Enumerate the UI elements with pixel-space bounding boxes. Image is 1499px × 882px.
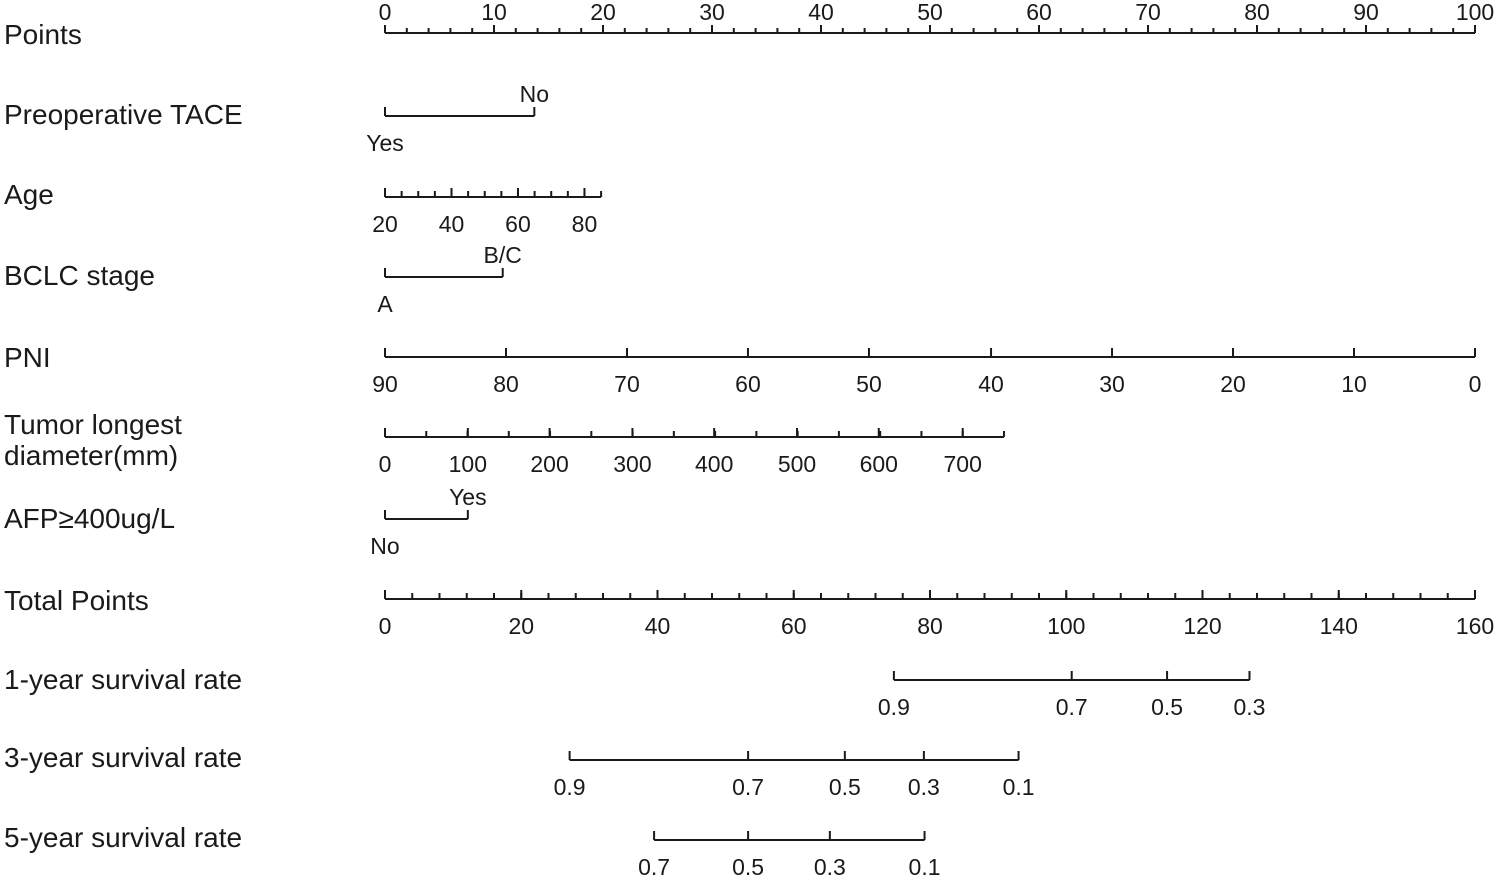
tick-label-tumor-longest-diameter-mm: 500 xyxy=(777,451,817,477)
tick-label-tumor-longest-diameter-mm: 200 xyxy=(530,451,569,477)
tick-label-pni: 40 xyxy=(978,371,1004,397)
tick-label-total-points: 0 xyxy=(378,613,392,639)
tick-label-age: 60 xyxy=(505,211,531,237)
tick-label-3-year-survival-rate: 0.5 xyxy=(828,774,861,800)
tick-label-pni: 30 xyxy=(1099,371,1125,397)
tick-label-5-year-survival-rate: 0.1 xyxy=(908,854,941,880)
tick-label-3-year-survival-rate: 0.9 xyxy=(553,774,586,800)
tick-label-points: 70 xyxy=(1135,0,1161,25)
tick-label-points: 40 xyxy=(808,0,834,25)
tick-label-total-points: 140 xyxy=(1319,613,1358,639)
tick-label-tumor-longest-diameter-mm: 400 xyxy=(694,451,734,477)
row-label-total-points: Total Points xyxy=(4,585,149,616)
tick-label-points: 30 xyxy=(699,0,725,25)
tick-label-tumor-longest-diameter-mm: 600 xyxy=(859,451,898,477)
tick-label-points: 10 xyxy=(481,0,507,25)
tick-label-total-points: 120 xyxy=(1183,613,1222,639)
tick-label-tumor-longest-diameter-mm: 100 xyxy=(448,451,488,477)
row-label-bclc-stage: BCLC stage xyxy=(4,260,155,291)
tick-label-pni: 20 xyxy=(1220,371,1246,397)
tick-label-1-year-survival-rate: 0.9 xyxy=(877,694,910,720)
tick-label-tumor-longest-diameter-mm: 0 xyxy=(378,451,392,477)
tick-label-points: 80 xyxy=(1244,0,1270,25)
tick-label-afp-400ug-l: Yes xyxy=(449,484,487,510)
row-label-tumor-longest-diameter-mm: Tumor longest diameter(mm) xyxy=(4,409,182,471)
tick-label-5-year-survival-rate: 0.7 xyxy=(638,854,671,880)
tick-label-points: 50 xyxy=(917,0,943,25)
tick-label-tumor-longest-diameter-mm: 300 xyxy=(613,451,652,477)
tick-label-pni: 50 xyxy=(856,371,882,397)
tick-label-bclc-stage: B/C xyxy=(483,242,522,268)
tick-label-pni: 60 xyxy=(735,371,761,397)
tick-label-points: 90 xyxy=(1353,0,1379,25)
tick-label-points: 60 xyxy=(1026,0,1052,25)
tick-label-preoperative-tace: Yes xyxy=(366,130,404,156)
tick-label-afp-400ug-l: No xyxy=(370,533,400,559)
tick-label-points: 0 xyxy=(378,0,392,25)
tick-label-total-points: 160 xyxy=(1455,613,1495,639)
tick-label-pni: 90 xyxy=(372,371,398,397)
tick-label-3-year-survival-rate: 0.3 xyxy=(907,774,940,800)
tick-label-pni: 80 xyxy=(493,371,519,397)
tick-label-tumor-longest-diameter-mm: 700 xyxy=(943,451,982,477)
row-label-afp-400ug-l: AFP≥400ug/L xyxy=(4,503,176,534)
tick-label-pni: 10 xyxy=(1341,371,1367,397)
tick-label-1-year-survival-rate: 0.7 xyxy=(1055,694,1088,720)
tick-label-total-points: 60 xyxy=(780,613,807,639)
tick-label-points: 20 xyxy=(590,0,616,25)
tick-label-preoperative-tace: No xyxy=(519,81,550,107)
tick-label-pni: 0 xyxy=(1468,371,1482,397)
tick-label-3-year-survival-rate: 0.1 xyxy=(1002,774,1035,800)
tick-label-total-points: 80 xyxy=(917,613,943,639)
row-label-1-year-survival-rate: 1-year survival rate xyxy=(4,664,243,695)
row-label-points: Points xyxy=(4,19,82,50)
tick-label-total-points: 20 xyxy=(508,613,535,639)
tick-label-1-year-survival-rate: 0.5 xyxy=(1151,694,1184,720)
tick-label-total-points: 40 xyxy=(644,613,671,639)
tick-label-age: 40 xyxy=(438,211,465,237)
row-label-5-year-survival-rate: 5-year survival rate xyxy=(4,822,243,853)
row-label-3-year-survival-rate: 3-year survival rate xyxy=(4,742,243,773)
tick-label-points: 100 xyxy=(1455,0,1495,25)
tick-label-age: 80 xyxy=(571,211,598,237)
tick-label-5-year-survival-rate: 0.5 xyxy=(732,854,765,880)
row-label-age: Age xyxy=(4,179,54,210)
tick-label-age: 20 xyxy=(372,211,398,237)
row-label-pni: PNI xyxy=(4,342,51,373)
tick-label-3-year-survival-rate: 0.7 xyxy=(732,774,765,800)
row-label-preoperative-tace: Preoperative TACE xyxy=(4,99,243,130)
tick-label-pni: 70 xyxy=(614,371,640,397)
tick-label-5-year-survival-rate: 0.3 xyxy=(813,854,846,880)
tick-label-bclc-stage: A xyxy=(377,291,393,317)
tick-label-total-points: 100 xyxy=(1047,613,1086,639)
tick-label-1-year-survival-rate: 0.3 xyxy=(1233,694,1266,720)
